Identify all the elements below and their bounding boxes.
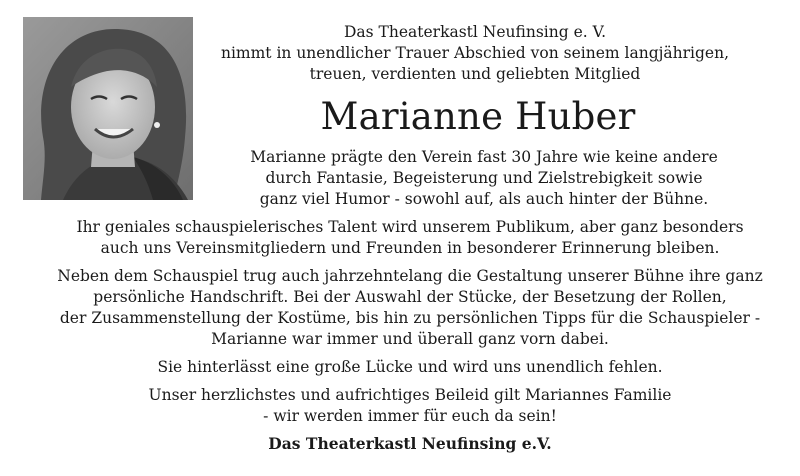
intro-text-line: durch Fantasie, Begeisterung und Zielstrebigkeit sowie xyxy=(265,169,703,187)
body-text-line: auch uns Vereinsmitgliedern und Freunden in besonderer Erinnerung bleiben. xyxy=(100,239,720,257)
deceased-name: Marianne Huber xyxy=(320,95,636,138)
organization-line: Das Theaterkastl Neufinsing e. V. xyxy=(343,23,607,41)
body-text-line: Marianne war immer und überall ganz vorn dabei. xyxy=(211,330,609,348)
body-text-line: Neben dem Schauspiel trug auch jahrzehntelang die Gestaltung unserer Bühne ihre ganz xyxy=(57,267,763,285)
body-text-line: persönliche Handschrift. Bei der Auswahl der Stücke, der Besetzung der Rollen, xyxy=(93,288,727,306)
signature: Das Theaterkastl Neufinsing e.V. xyxy=(268,434,552,453)
intro-text-line: Marianne prägte den Verein fast 30 Jahre wie keine andere xyxy=(250,148,718,166)
body-text-line: der Zusammenstellung der Kostüme, bis hin zu persönlichen Tipps für die Schauspieler - xyxy=(59,309,761,327)
body-text-line: Ihr geniales schauspielerisches Talent wird unserem Publikum, aber ganz besonders xyxy=(76,218,744,236)
condolence-line: Unser herzlichstes und aufrichtiges Beileid gilt Mariannes Familie xyxy=(148,386,672,404)
condolence-line: - wir werden immer für euch da sein! xyxy=(263,407,557,425)
portrait-photo xyxy=(23,17,193,200)
header-text-line: nimmt in unendlicher Trauer Abschied von seinem langjährigen, xyxy=(220,44,730,62)
intro-text-line: ganz viel Humor - sowohl auf, als auch hinter der Bühne. xyxy=(259,190,709,208)
header-text-line: treuen, verdienten und geliebten Mitglied xyxy=(309,65,641,83)
body-text-line: Sie hinterlässt eine große Lücke und wird uns unendlich fehlen. xyxy=(157,358,663,376)
